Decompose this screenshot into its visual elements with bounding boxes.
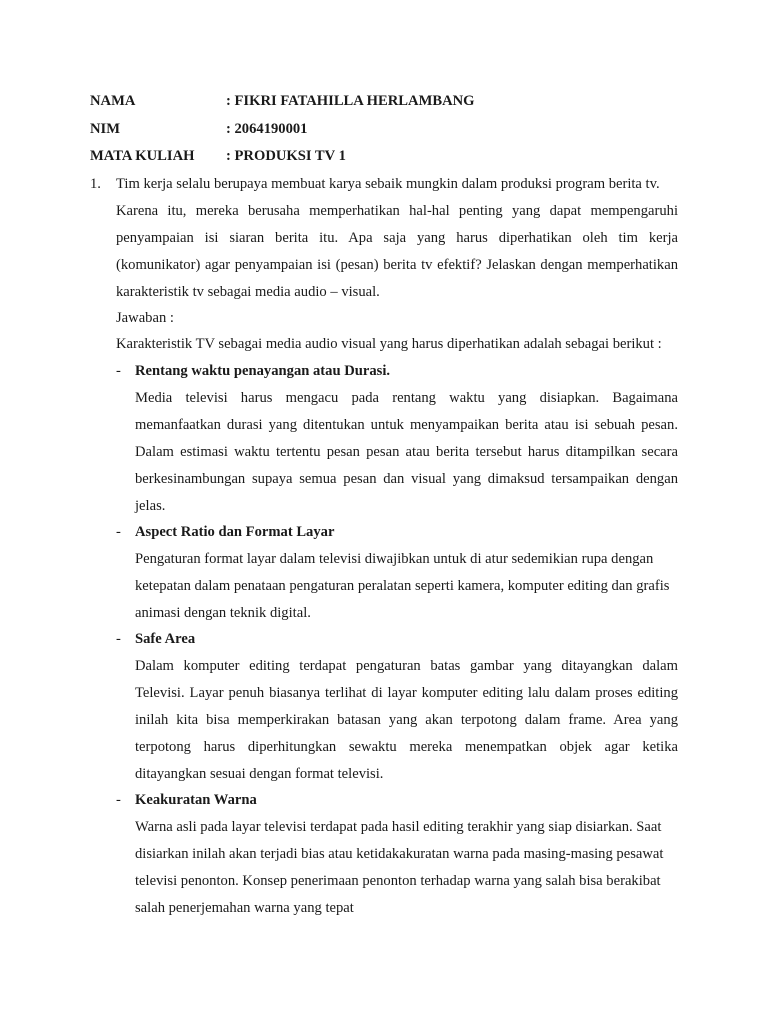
item-title: Aspect Ratio dan Format Layar [135,524,335,540]
question-line: karakteristik tv sebagai media audio – visual. [116,284,380,300]
item-title: Keakuratan Warna [135,792,257,808]
item-title: Safe Area [135,631,196,647]
nim-label: NIM [90,121,120,137]
item-text: memanfaatkan durasi yang ditentukan untuk menyampaikan berita atau isi sebuah pesan. [135,417,678,433]
item-text: Televisi. Layar penuh biasanya terlihat di layar komputer editing lalu dalam proses editing [135,685,678,701]
item-text: jelas. [135,498,166,514]
list-bullet: - [116,792,121,808]
course-label: MATA KULIAH [90,148,195,164]
item-text: televisi penonton. Konsep penerimaan penonton terhadap warna yang salah bisa berakibat [135,873,661,889]
question-line: penyampaian isi siaran berita itu. Apa saja yang harus diperhatikan oleh tim kerja [116,230,678,246]
question-line: (komunikator) agar penyampaian isi (pesan) berita tv efektif? Jelaskan dengan memperhatikan [116,257,678,273]
item-title: Rentang waktu penayangan atau Durasi. [135,363,391,379]
item-text: Warna asli pada layar televisi terdapat pada hasil editing terakhir yang siap disiarkan. Saat [135,819,662,835]
item-text: salah penerjemahan warna yang tepat [135,900,354,916]
item-text: berkesinambungan supaya semua pesan dan visual yang dimaksud tersampaikan dengan [135,471,678,487]
item-text: animasi dengan teknik digital. [135,605,311,621]
course-value: : PRODUKSI TV 1 [226,148,346,164]
item-text: ketepatan dalam penataan pengaturan peralatan seperti kamera, komputer editing dan grafis [135,578,670,594]
answer-intro: Karakteristik TV sebagai media audio visual yang harus diperhatikan adalah sebagai berikut : [116,336,662,352]
item-text: terpotong harus diperhitungkan sewaktu mereka menempatkan objek agar ketika [135,739,678,755]
question-number: 1. [90,176,101,192]
item-text: Dalam estimasi waktu tertentu pesan pesan atau berita tersebut harus ditampilkan secara [135,444,678,460]
list-bullet: - [116,631,121,647]
name-label: NAMA [90,93,136,109]
name-value: : FIKRI FATAHILLA HERLAMBANG [226,93,475,109]
item-text: ditayangkan sesuai dengan format televisi. [135,766,384,782]
list-bullet: - [116,363,121,379]
nim-value: : 2064190001 [226,121,308,137]
item-text: inilah kita bisa memperkirakan batasan yang akan terpotong dalam frame. Area yang [135,712,678,728]
answer-label: Jawaban : [116,310,174,326]
item-text: disiarkan inilah akan terjadi bias atau ketidakakuratan warna pada masing-masing pesawat [135,846,664,862]
list-bullet: - [116,524,121,540]
item-text: Media televisi harus mengacu pada rentang waktu yang disiapkan. Bagaimana [135,390,678,406]
item-text: Pengaturan format layar dalam televisi diwajibkan untuk di atur sedemikian rupa dengan [135,551,654,567]
item-text: Dalam komputer editing terdapat pengaturan batas gambar yang ditayangkan dalam [135,658,678,674]
question-line: Tim kerja selalu berupaya membuat karya sebaik mungkin dalam produksi program berita tv. [116,176,660,192]
question-line: Karena itu, mereka berusaha memperhatikan hal-hal penting yang dapat mempengaruhi [116,203,678,219]
